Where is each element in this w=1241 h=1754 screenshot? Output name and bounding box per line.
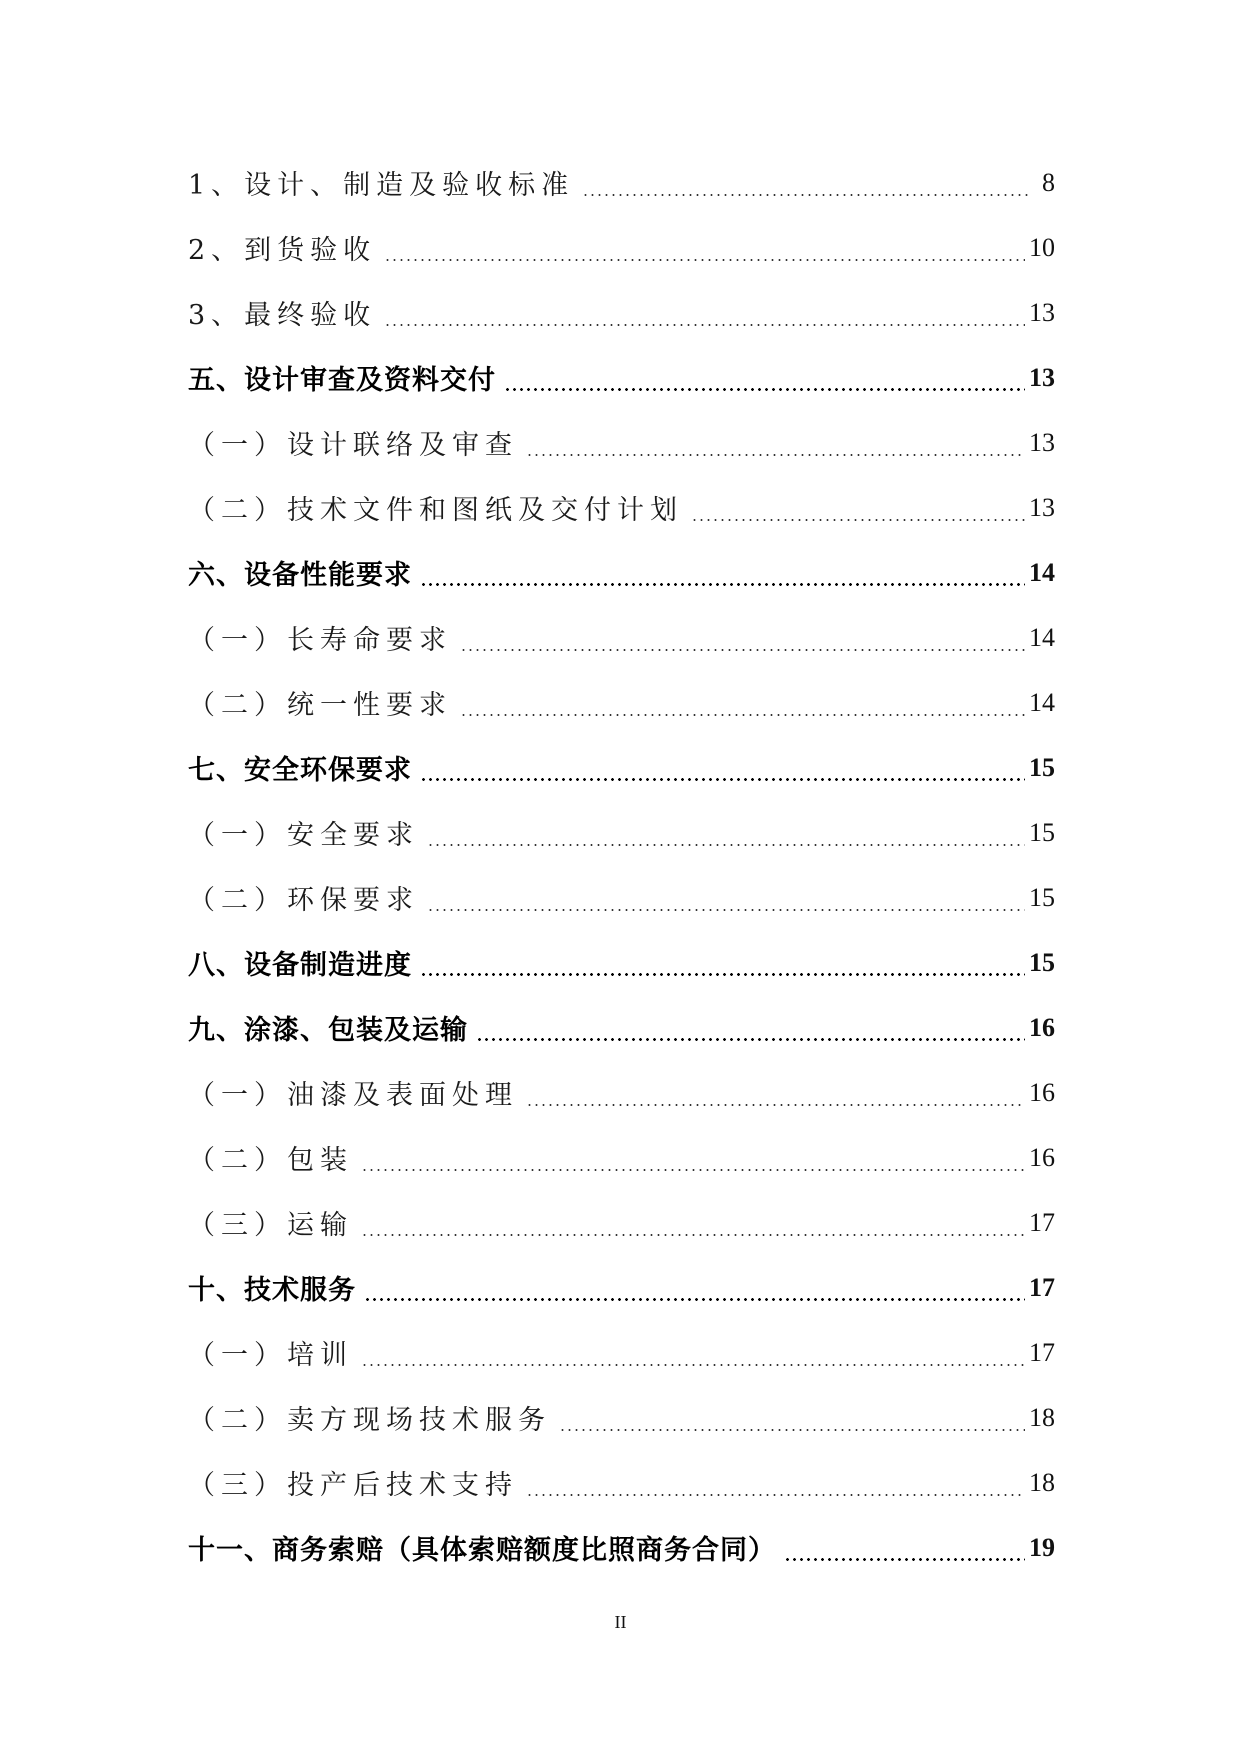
toc-entry-chapter[interactable] [188,1255,1055,1320]
toc-entry-label: （二）技术文件和图纸及交付计划 [188,488,687,527]
toc-dot-leader [364,1298,1025,1301]
page-number-footer: II [614,1612,627,1632]
toc-dot-leader [460,649,1025,651]
toc-entry-chapter[interactable] [188,735,1055,800]
toc-entry-page-number: 15 [1029,947,1055,977]
toc-entry-page-number: 13 [1029,362,1055,392]
toc-entry-sub[interactable] [188,605,1055,670]
toc-entry-label: （二）包装 [188,1138,357,1177]
toc-entry-chapter[interactable] [188,540,1055,605]
toc-entry-sub[interactable] [188,410,1055,475]
toc-entry-page-number: 16 [1029,1142,1055,1172]
toc-entry-sub[interactable] [188,800,1055,865]
toc-entry-page-number: 14 [1029,557,1055,587]
toc-entry-label: 九、涂漆、包装及运输 [188,1008,472,1047]
toc-entry-label: （三）运输 [188,1203,357,1242]
toc-entry-sub[interactable] [188,1450,1055,1515]
toc-entry-label: （一）长寿命要求 [188,618,456,657]
toc-entry-chapter[interactable] [188,930,1055,995]
toc-dot-leader [384,259,1025,261]
toc-entry-label: （一）培训 [188,1333,357,1372]
toc-dot-leader [427,909,1025,911]
toc-entry-label: 七、安全环保要求 [188,748,416,787]
toc-entry-page-number: 18 [1029,1402,1055,1432]
toc-entry-sub[interactable] [188,1190,1055,1255]
toc-entry-label: （二）统一性要求 [188,683,456,722]
toc-entry-page-number: 17 [1029,1272,1055,1302]
toc-entry-page-number: 14 [1029,622,1055,652]
toc-dot-leader [526,1104,1025,1106]
toc-entry-page-number: 19 [1029,1532,1055,1562]
toc-entry-chapter[interactable] [188,345,1055,410]
toc-entry-label: （一）安全要求 [188,813,423,852]
toc-entry-sub[interactable] [188,1125,1055,1190]
toc-entry-label: 3、最终验收 [188,293,380,332]
toc-entry-page-number: 16 [1029,1077,1055,1107]
toc-entry-page-number: 17 [1029,1207,1055,1237]
toc-entry-label: 十一、商务索赔（具体索赔额度比照商务合同） [188,1528,780,1567]
toc-dot-leader [582,194,1029,196]
toc-entry-label: （三）投产后技术支持 [188,1463,522,1502]
toc-entry-sub[interactable] [188,475,1055,540]
toc-entry-page-number: 10 [1029,232,1055,262]
toc-entry-chapter[interactable] [188,1515,1055,1580]
toc-dot-leader [361,1364,1025,1366]
toc-entry-chapter[interactable] [188,995,1055,1060]
toc-entry-page-number: 15 [1029,882,1055,912]
toc-dot-leader [420,583,1025,586]
toc-dot-leader [504,388,1025,391]
toc-entry-label: 十、技术服务 [188,1268,360,1307]
table-of-contents [188,150,1055,1580]
toc-entry-item[interactable] [188,215,1055,280]
toc-entry-item[interactable] [188,150,1055,215]
toc-entry-page-number: 15 [1029,752,1055,782]
toc-entry-page-number: 15 [1029,817,1055,847]
toc-dot-leader [691,519,1025,521]
toc-dot-leader [361,1169,1025,1171]
toc-entry-page-number: 13 [1029,492,1055,522]
toc-entry-page-number: 8 [1042,167,1055,197]
toc-entry-page-number: 13 [1029,427,1055,457]
toc-entry-label: （二）卖方现场技术服务 [188,1398,555,1437]
toc-dot-leader [784,1558,1025,1561]
toc-dot-leader [460,714,1025,716]
toc-dot-leader [384,324,1025,326]
toc-dot-leader [476,1038,1025,1041]
toc-entry-label: 八、设备制造进度 [188,943,416,982]
toc-dot-leader [427,844,1025,846]
toc-entry-page-number: 17 [1029,1337,1055,1367]
toc-dot-leader [559,1429,1025,1431]
toc-entry-label: 五、设计审查及资料交付 [188,358,500,397]
toc-dot-leader [361,1234,1025,1236]
toc-entry-label: 六、设备性能要求 [188,553,416,592]
toc-entry-item[interactable] [188,280,1055,345]
toc-entry-page-number: 18 [1029,1467,1055,1497]
toc-entry-label: （一）设计联络及审查 [188,423,522,462]
toc-dot-leader [526,454,1025,456]
toc-entry-page-number: 13 [1029,297,1055,327]
toc-entry-sub[interactable] [188,1060,1055,1125]
toc-entry-sub[interactable] [188,670,1055,735]
toc-entry-sub[interactable] [188,865,1055,930]
toc-entry-page-number: 16 [1029,1012,1055,1042]
toc-entry-sub[interactable] [188,1320,1055,1385]
toc-entry-sub[interactable] [188,1385,1055,1450]
toc-dot-leader [420,973,1025,976]
toc-entry-label: （一）油漆及表面处理 [188,1073,522,1112]
toc-entry-label: （二）环保要求 [188,878,423,917]
toc-entry-page-number: 14 [1029,687,1055,717]
toc-entry-label: 2、到货验收 [188,228,380,267]
toc-dot-leader [420,778,1025,781]
toc-dot-leader [526,1494,1025,1496]
toc-entry-label: 1、设计、制造及验收标准 [188,163,578,202]
